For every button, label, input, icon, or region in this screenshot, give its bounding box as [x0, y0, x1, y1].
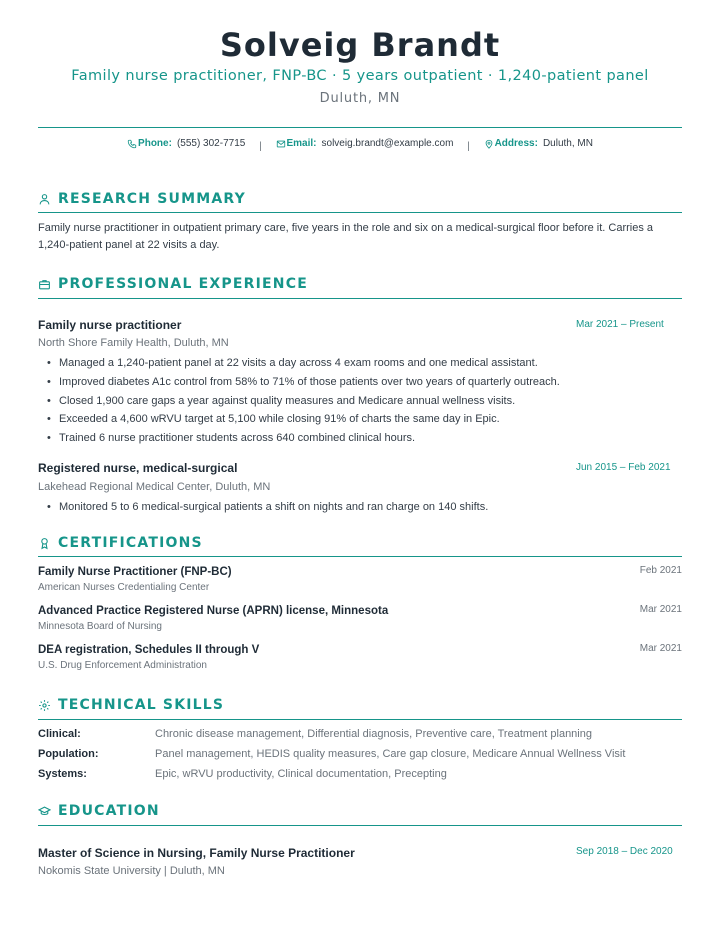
- job-achievements: [38, 498, 678, 517]
- graduation-cap-icon: [38, 805, 51, 818]
- section-divider: [38, 825, 682, 826]
- section-title-skills: TECHNICAL SKILLS: [38, 697, 682, 713]
- section-divider: [38, 212, 682, 213]
- degree-title: Master of Science in Nursing, Family Nurse Practitioner: [38, 846, 355, 860]
- section-title-certifications: CERTIFICATIONS: [38, 535, 682, 551]
- list-item: • Trained 6 nurse practitioner students across 640 combined clinical hours.: [38, 429, 678, 448]
- section-title-experience: PROFESSIONAL EXPERIENCE: [38, 276, 682, 292]
- job-title: Registered nurse, medical-surgical: [38, 461, 238, 475]
- certification-date: Feb 2021: [639, 565, 682, 576]
- contact-email: [276, 138, 454, 149]
- certification-name: Advanced Practice Registered Nurse (APRN) license, Minnesota: [38, 605, 389, 617]
- contact-phone: [127, 138, 245, 149]
- certification-issuer: Minnesota Board of Nursing: [38, 621, 162, 632]
- section-divider: [38, 556, 682, 557]
- job-organization: North Shore Family Health, Duluth, MN: [38, 337, 229, 349]
- skill-list: Epic, wRVU productivity, Clinical documentation, Precepting: [155, 768, 447, 780]
- section-divider: [38, 719, 682, 720]
- candidate-headline: Family nurse practitioner, FNP-BC · 5 years outpatient · 1,240-patient panel: [71, 68, 649, 84]
- header-divider: [38, 127, 682, 128]
- briefcase-icon: [38, 278, 51, 291]
- candidate-name: Solveig Brandt: [219, 26, 501, 64]
- list-item: • Improved diabetes A1c control from 58% to 71% of those patients over two years of quarterly outreach.: [38, 373, 678, 392]
- job-dates: Jun 2015 – Feb 2021: [576, 462, 671, 473]
- list-item: • Exceeded a 4,600 wRVU target at 5,100 while closing 91% of charts the same day in Epic.: [38, 410, 678, 429]
- list-item: • Managed a 1,240-patient panel at 22 visits a day across 4 exam rooms and one medical assistant.: [38, 354, 678, 373]
- list-item: • Closed 1,900 care gaps a year against quality measures and Medicare annual wellness visits.: [38, 392, 678, 411]
- skill-list: Chronic disease management, Differential diagnosis, Preventive care, Treatment planning: [155, 728, 592, 740]
- award-icon: [38, 537, 51, 550]
- education-dates: Sep 2018 – Dec 2020: [576, 846, 673, 857]
- phone-value[interactable]: (555) 302-7715: [176, 138, 246, 149]
- contact-address: [484, 138, 593, 149]
- email-label: Email:: [286, 138, 317, 149]
- contact-separator: |: [467, 140, 470, 152]
- contact-bar: [38, 138, 682, 152]
- certification-issuer: American Nurses Credentialing Center: [38, 582, 210, 593]
- map-pin-icon: [484, 139, 494, 149]
- section-divider: [38, 298, 682, 299]
- envelope-icon: [276, 139, 286, 149]
- list-item: • Monitored 5 to 6 medical-surgical patients a shift on nights and ran charge on 140 shifts.: [38, 498, 678, 517]
- job-organization: Lakehead Regional Medical Center, Duluth, MN: [38, 481, 271, 493]
- contact-separator: |: [259, 140, 262, 152]
- certification-issuer: U.S. Drug Enforcement Administration: [38, 660, 207, 671]
- job-dates: Mar 2021 – Present: [576, 319, 664, 330]
- school-name: Nokomis State University | Duluth, MN: [38, 865, 225, 877]
- skill-category: Systems:: [38, 768, 87, 780]
- person-icon: [38, 193, 51, 206]
- section-title-summary: RESEARCH SUMMARY: [38, 191, 682, 207]
- address-value: Duluth, MN: [542, 138, 593, 149]
- address-label: Address:: [494, 138, 538, 149]
- certification-date: Mar 2021: [639, 643, 682, 654]
- skill-list: Panel management, HEDIS quality measures, Care gap closure, Medicare Annual Wellness Visit: [155, 748, 626, 760]
- phone-icon: [127, 139, 137, 149]
- certification-date: Mar 2021: [639, 604, 682, 615]
- candidate-location: Duluth, MN: [319, 91, 401, 106]
- certification-name: Family Nurse Practitioner (FNP-BC): [38, 566, 232, 578]
- summary-text: Family nurse practitioner in outpatient primary care, five years in the role and six on a medical-surgical floor before it. Carries a 1,240-patient panel at 22 visits a day.: [38, 222, 654, 251]
- phone-label: Phone:: [138, 138, 172, 149]
- skill-category: Clinical:: [38, 728, 81, 740]
- job-achievements: [38, 354, 678, 448]
- section-title-education: EDUCATION: [38, 803, 682, 819]
- job-title: Family nurse practitioner: [38, 318, 182, 332]
- certification-name: DEA registration, Schedules II through V: [38, 644, 260, 656]
- gear-icon: [38, 699, 51, 712]
- skill-category: Population:: [38, 748, 99, 760]
- email-value[interactable]: solveig.brandt@example.com: [321, 138, 454, 149]
